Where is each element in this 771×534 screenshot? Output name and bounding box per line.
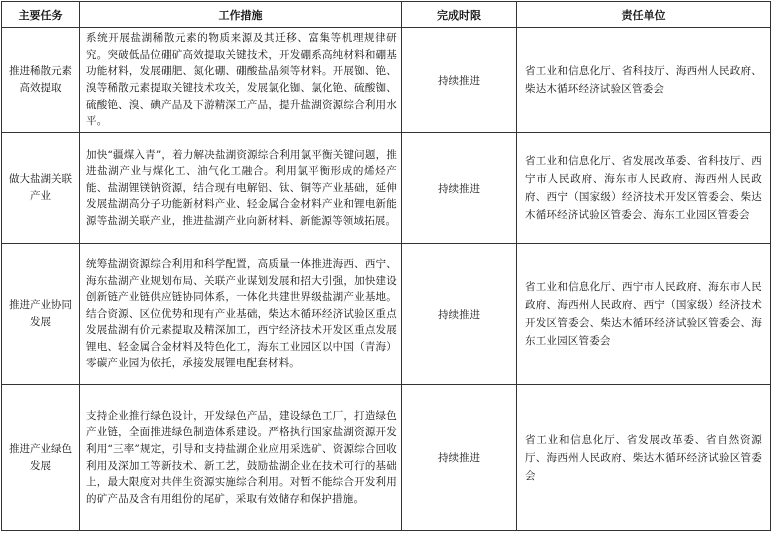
table-row — [2, 244, 771, 385]
units-cell: 省工业和信息化厅、省科技厅、海西州人民政府、柴达木循环经济试验区管委会 — [517, 28, 771, 133]
measure-cell: 支持企业推行绿色设计，开发绿色产品，建设绿色工厂，打造绿色产业链，全面推进绿色制造体系建设。严格执行国家盐湖资源开发利用“三率”规定，引导和支持盐湖企业应用采选矿、资源综合回收利用及深加工等新技术、新工艺，鼓励盐湖企业在技术可行的基础上，最大限度对共伴生资源实施综合利用。对暂不能综合开发利用的矿产品及含有用组份的尾矿，采取有效储存和保护措施。 — [80, 385, 402, 531]
units-cell: 省工业和信息化厅、省发展改革委、省自然资源厅、海西州人民政府、柴达木循环经济试验区管委会 — [517, 385, 771, 531]
units-cell: 省工业和信息化厅、省发展改革委、省科技厅、西宁市人民政府、海东市人民政府、海西州人民政府、西宁（国家级）经济技术开发区管委会、柴达木循环经济试验区管委会、海东工业园区管委会 — [517, 133, 771, 244]
header-units: 责任单位 — [517, 2, 771, 28]
units-cell: 省工业和信息化厅、西宁市人民政府、海东市人民政府、海西州人民政府、西宁（国家级）经济技术开发区管委会、柴达木循环经济试验区管委会、海东工业园区管委会 — [517, 244, 771, 385]
deadline-cell: 持续推进 — [402, 385, 517, 531]
measure-cell: 系统开展盐湖稀散元素的物质来源及其迁移、富集等机理规律研究。突破低品位硼矿高效提取关键技术，开发硼系高纯材料和硼基功能材料，发展硼肥、氮化硼、硼酸盐晶须等材料。开展铷、铯、溴等稀散元素提取关键技术攻关，发展氯化铷、氯化铯、硫酸铷、硫酸铯、溴、碘产品及下游精深工产品，提升盐湖资源综合利用水平。 — [80, 28, 402, 133]
task-cell: 推进产业协同发展 — [2, 244, 80, 385]
task-table — [1, 1, 771, 531]
task-cell: 推进产业绿色发展 — [2, 385, 80, 531]
table-row — [2, 385, 771, 531]
table-row — [2, 28, 771, 133]
deadline-cell: 持续推进 — [402, 133, 517, 244]
task-cell: 推进稀散元素高效提取 — [2, 28, 80, 133]
header-deadline: 完成时限 — [402, 2, 517, 28]
header-row — [2, 2, 771, 28]
header-task: 主要任务 — [2, 2, 80, 28]
header-measure: 工作措施 — [80, 2, 402, 28]
deadline-cell: 持续推进 — [402, 244, 517, 385]
table-row — [2, 133, 771, 244]
measure-cell: 统筹盐湖资源综合利用和科学配置，高质量一体推进海西、西宁、海东盐湖产业规划布局、关联产业谋划发展和招大引强，加快建设创新链产业链供应链协同体系，一体化共建世界级盐湖产业基地。结合资源、区位优势和现有产业基础，柴达木循环经济试验区重点发展盐湖有价元素提取及精深加工，西宁经济技术开发区重点发展锂电、轻金属合金材料及特色化工，海东工业园区以中国（青海）零碳产业园为依托，承接发展锂电配套材料。 — [80, 244, 402, 385]
task-cell: 做大盐湖关联产业 — [2, 133, 80, 244]
measure-cell: 加快“疆煤入青”，着力解决盐湖资源综合利用氯平衡关键问题，推进盐湖产业与煤化工、油气化工融合。利用氯平衡形成的烯烃产能、盐湖锂镁钠资源，结合现有电解铝、钛、铜等产业基础，延伸发展盐湖高分子功能新材料产业、轻金属合金材料产业和锂电新能源等盐湖关联产业，推进盐湖产业向新材料、新能源等领域拓展。 — [80, 133, 402, 244]
deadline-cell: 持续推进 — [402, 28, 517, 133]
